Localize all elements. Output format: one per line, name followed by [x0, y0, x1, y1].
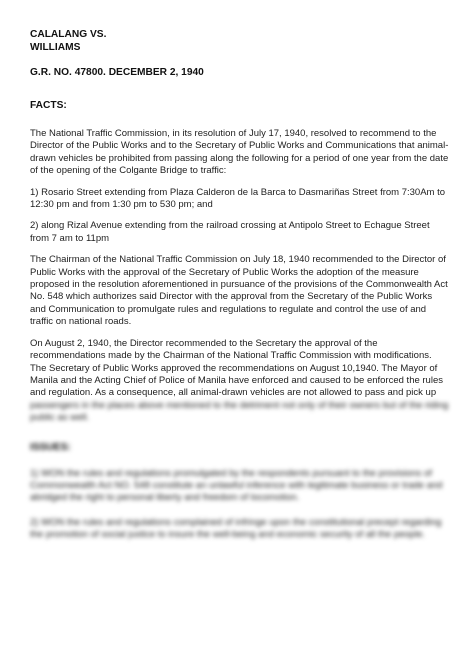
facts-heading: FACTS: — [30, 100, 67, 111]
case-title-line1: CALALANG VS. — [30, 29, 107, 40]
issue-item-2: 2) WON the rules and regulations complained of infringe upon the constitutional precept regarding the promotion of social justice to insure the well-being and economic security of all the people. — [30, 516, 442, 541]
facts-paragraph: The Chairman of the National Traffic Commission on July 18, 1940 recommended to the Director of Public Works with the approval of the Secretary of Public Works the adoption of the measure proposed in the resolution aforementioned in pursuance of the provisions of the Commonwealth Act No. 548 which authorizes said Director with the approval from the Secretary of the Public Works and Communication to promulgate rules and regulations to regulate and control the use of and traffic on national roads. — [30, 254, 448, 328]
blurred-preview-region — [30, 400, 450, 542]
gr-number: G.R. NO. 47800. DECEMBER 2, 1940 — [30, 67, 204, 78]
issue-item-1: 1) WON the rules and regulations promulgated by the respondents pursuant to the provisions of Commonwealth Act NO. 548 constitute an unlawful inference with legitimate business or trade and abridged the right to personal liberty and freedom of locomotion. — [30, 467, 443, 504]
case-title — [30, 28, 450, 54]
facts-paragraph: The National Traffic Commission, in its resolution of July 17, 1940, resolved to recommend to the Director of the Public Works and to the Secretary of Public Works and Communications that animal-drawn vehicles be prohibited from passing along the following for a period of one year from the date of the opening of the Colgante Bridge to traffic: — [30, 128, 449, 177]
blurred-continuation: passengers in the places above mentioned to the detriment not only of their owners but of the riding public as well. — [30, 399, 449, 424]
facts-item-1: 1) Rosario Street extending from Plaza Calderon de la Barca to Dasmariñas Street from 7:30Am to 12:30 pm and from 1:30 pm to 530 pm; and — [30, 186, 446, 211]
facts-item-2: 2) along Rizal Avenue extending from the railroad crossing at Antipolo Street to Echague Street from 7 am to 11pm — [30, 220, 430, 244]
facts-paragraph: On August 2, 1940, the Director recommended to the Secretary the approval of the recommendations made by the Chairman of the National Traffic Commission with modifications. The Secretary of Public Works approved the recommendations on August 10,1940. The Mayor of Manila and the Acting Chief of Police of Manila have enforced and caused to be enforced the rules and regulation. As a consequence, all animal-drawn vehicles are not allowed to pass and pick up — [30, 337, 443, 399]
case-title-line2: WILLIAMS — [30, 42, 81, 53]
issues-heading: ISSUES: — [30, 441, 71, 453]
